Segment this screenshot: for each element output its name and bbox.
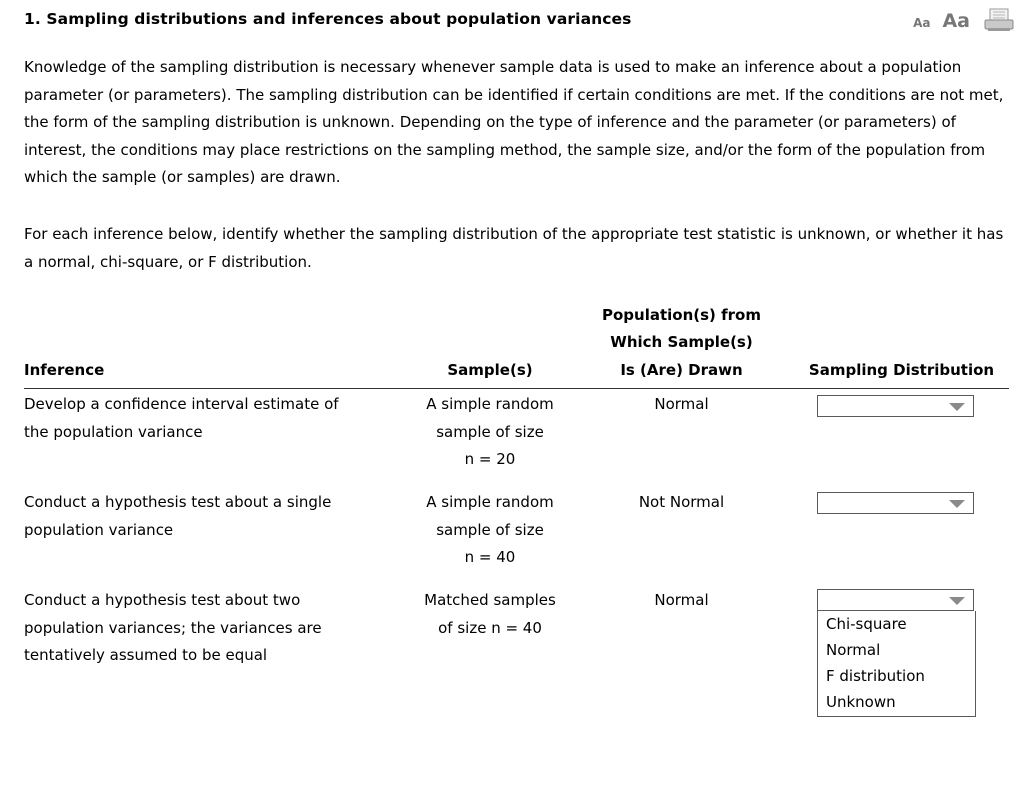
inference-text: tentatively assumed to be equal [24, 646, 268, 664]
dropdown-option-unknown[interactable]: Unknown [826, 693, 896, 711]
samples-text: A simple random [426, 395, 554, 413]
samples-text: Matched samples [424, 591, 556, 609]
population-cell: Normal [654, 591, 709, 609]
chevron-down-icon [949, 403, 965, 411]
samples-text: sample of size [436, 520, 544, 539]
chevron-down-icon [949, 500, 965, 508]
sampling-distribution-select[interactable] [817, 492, 974, 514]
question-title: 1. Sampling distributions and inferences about population variances [24, 10, 632, 28]
inference-text: the population variance [24, 422, 203, 441]
inference-cell [24, 391, 384, 446]
samples-text: n = 40 [464, 548, 516, 566]
samples-text: of size n = 40 [438, 618, 542, 637]
dropdown-options-list [817, 611, 976, 717]
samples-text: sample of size [436, 422, 544, 441]
header-population-line: Is (Are) Drawn [620, 360, 743, 379]
decrease-font-button[interactable]: Aa [913, 16, 931, 30]
text-tools [913, 8, 1014, 32]
header-samples: Sample(s) [447, 360, 533, 379]
table-row [24, 391, 1009, 489]
table-header [24, 303, 1009, 389]
inference-cell [24, 587, 384, 670]
dropdown-option-f-distribution[interactable]: F distribution [826, 667, 925, 685]
samples-text: A simple random [426, 493, 554, 511]
inference-text: Conduct a hypothesis test about a single [24, 493, 332, 511]
inference-text: population variances; the variances are [24, 618, 322, 637]
sampling-distribution-select[interactable] [817, 589, 974, 611]
intro-paragraph: Knowledge of the sampling distribution is necessary whenever sample data is used to make an inference about a population parameter (or parameters). The sampling distribution can be identified if certain conditions are met. If the conditions are not met, the form of the sampling distribution is unknown. Depending on the type of inference and the parameter (or parameters) of interest, the conditions may place restrictions on the sampling method, the sample size, and/or the form of the population from which the sample (or samples) are drawn. [24, 58, 1004, 186]
dropdown-option-chi-square[interactable]: Chi-square [826, 615, 907, 633]
samples-cell [410, 587, 570, 642]
samples-cell [410, 489, 570, 572]
dropdown-option-normal[interactable]: Normal [826, 641, 881, 659]
increase-font-button[interactable]: Aa [942, 10, 970, 32]
inference-text: Conduct a hypothesis test about two [24, 591, 301, 609]
header-distribution: Sampling Distribution [808, 360, 995, 379]
header-population-line: Population(s) from [602, 305, 761, 324]
chevron-down-icon [949, 597, 965, 605]
inference-cell [24, 489, 384, 544]
header-population-line: Which Sample(s) [610, 333, 753, 351]
population-cell: Normal [654, 395, 709, 413]
sampling-distribution-select[interactable] [817, 395, 974, 417]
population-cell: Not Normal [638, 493, 725, 511]
table-row [24, 587, 1009, 727]
inference-table [24, 303, 1009, 727]
table-row [24, 489, 1009, 587]
header-population [579, 302, 784, 385]
question-header [24, 8, 1014, 34]
inference-text: Develop a confidence interval estimate of [24, 395, 339, 413]
header-inference: Inference [24, 360, 105, 379]
print-icon[interactable] [984, 8, 1014, 32]
samples-text: n = 20 [464, 450, 516, 468]
samples-cell [410, 391, 570, 474]
inference-text: population variance [24, 520, 174, 539]
instructions-paragraph: For each inference below, identify whether the sampling distribution of the appropriate test statistic is unknown, or whether it has a normal, chi-square, or F distribution. [24, 225, 1004, 271]
